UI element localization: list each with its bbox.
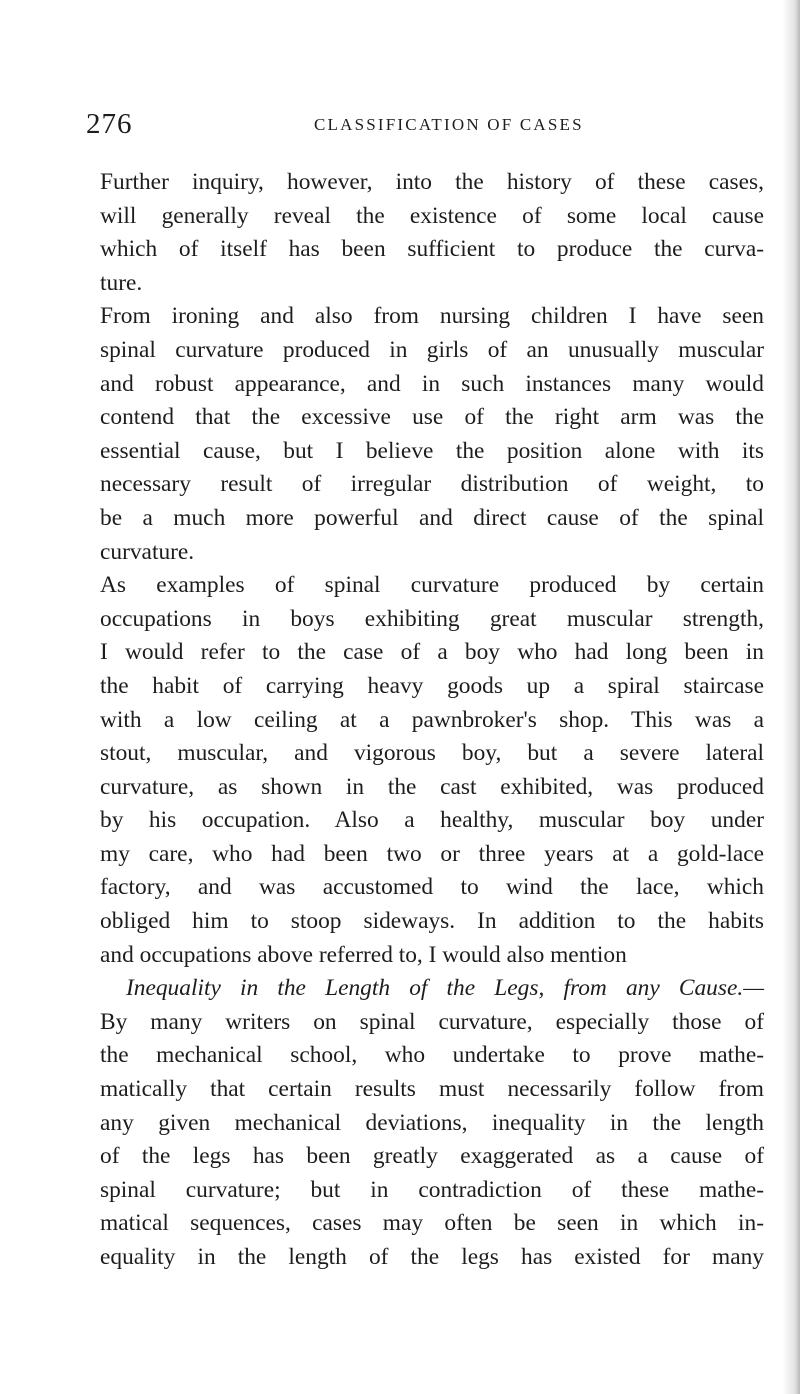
text-line: equality in the length of the legs has existed for many [100,1244,764,1270]
text-line: Further inquiry, however, into the history of these cases, [100,169,764,195]
text-line: stout, muscular, and vigorous boy, but a severe lateral [100,740,764,767]
text-line: any given mechanical deviations, inequality in the length [100,1109,764,1136]
text-line: ture. [100,269,143,296]
text-line: be a much more powerful and direct cause of the spinal [100,504,764,531]
text-line: with a low ceiling at a pawnbroker's shop. This was a [100,706,764,733]
text-line: the habit of carrying heavy goods up a spiral staircase [100,672,764,699]
text-line: occupations in boys exhibiting great muscular strength, [100,605,764,632]
text-line: which of itself has been sufficient to produce the curva- [100,236,764,263]
text-line: necessary result of irregular distribution of weight, to [100,471,764,498]
text-line: essential cause, but I believe the position alone with its [100,437,764,464]
text-line: spinal curvature; but in contradiction of these mathe- [100,1176,764,1203]
text-line: and occupations above referred to, I would also mention [100,941,627,968]
running-head: CLASSIFICATION OF CASES [314,115,584,134]
body-text [100,166,764,1275]
text-line: matically that certain results must necessarily follow from [100,1076,764,1103]
text-line: by his occupation. Also a healthy, muscular boy under [100,807,764,834]
text-line: curvature. [100,538,195,565]
page-number: 276 [86,108,133,140]
text-line: spinal curvature produced in girls of an unusually muscular [100,336,764,363]
text-line: and robust appearance, and in such instances many would [100,370,764,397]
page-header [86,104,766,144]
page-edge-shadow [782,0,800,1394]
section-heading: Inequality in the Length of the Legs, from any Cause.— [126,975,764,1002]
text-line: of the legs has been greatly exaggerated as a cause of [100,1143,764,1170]
text-line: the mechanical school, who undertake to prove mathe- [100,1042,764,1069]
text-line: obliged him to stoop sideways. In addition to the habits [100,908,764,935]
text-line: I would refer to the case of a boy who had long been in [100,639,764,666]
text-line: contend that the excessive use of the right arm was the [100,404,764,431]
text-line: my care, who had been two or three years at a gold-lace [100,840,764,867]
text-line: will generally reveal the existence of some local cause [100,202,764,229]
text-line: factory, and was accustomed to wind the lace, which [100,874,764,901]
text-line: curvature, as shown in the cast exhibited, was produced [100,773,764,800]
text-line: matical sequences, cases may often be seen in which in- [100,1210,764,1237]
text-line: From ironing and also from nursing children I have seen [100,303,764,330]
text-line: As examples of spinal curvature produced by certain [100,572,764,599]
text-line: By many writers on spinal curvature, especially those of [100,1008,764,1035]
